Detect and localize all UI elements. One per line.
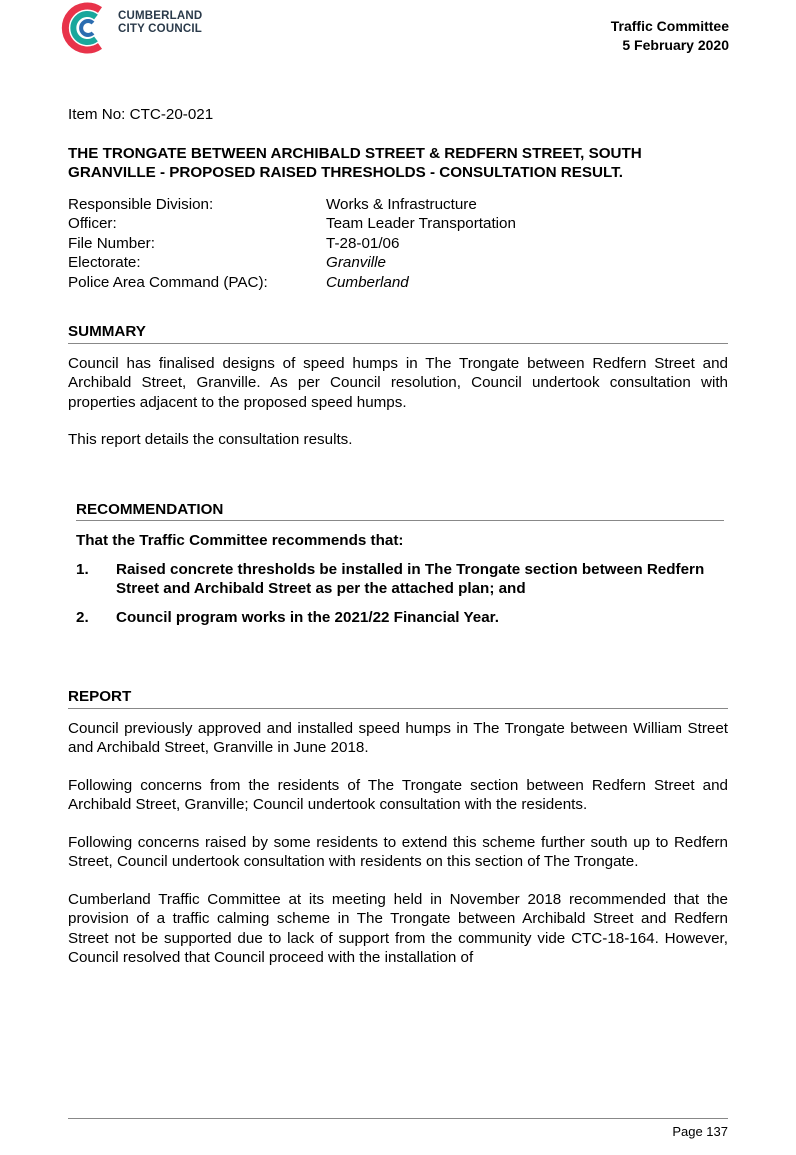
meta-label: Police Area Command (PAC): — [68, 273, 268, 291]
summary-paragraph: Council has finalised designs of speed humps in The Trongate between Redfern Street and Archibald Street, Granville. As per Council resolution, Council undertook consultation with properties adjacent to the proposed speed humps. — [68, 354, 728, 411]
meta-value: Cumberland — [326, 273, 409, 291]
recommendation-box — [76, 500, 724, 628]
report-paragraph: Following concerns from the residents of The Trongate section between Redfern Street and Archibald Street, Granville; Council undertook consultation with the residents. — [68, 776, 728, 813]
recommendation-item — [76, 608, 724, 628]
committee-name: Traffic Committee — [610, 18, 729, 34]
summary-heading: SUMMARY — [68, 322, 728, 344]
meeting-date: 5 February 2020 — [622, 37, 729, 53]
recommendation-item — [76, 560, 724, 599]
item-number-label: 2. — [76, 608, 89, 626]
item-number-label: 1. — [76, 560, 89, 578]
meta-label: Electorate: — [68, 254, 141, 271]
logo-text — [118, 10, 202, 36]
recommendation-heading: RECOMMENDATION — [76, 500, 724, 522]
council-logo — [60, 0, 220, 56]
meta-label: Officer: — [68, 215, 117, 232]
report-paragraph: Council previously approved and installed speed humps in The Trongate between William Street and Archibald Street, Granville in June 2018. — [68, 719, 728, 756]
logo-line1: CUMBERLAND — [118, 10, 203, 22]
meta-table — [68, 195, 728, 293]
meta-value: Granville — [326, 254, 386, 271]
summary-paragraph: This report details the consultation results. — [68, 431, 353, 448]
item-text: Raised concrete thresholds be installed in The Trongate section between Redfern Street and Archibald Street as per the attached plan; and — [116, 560, 705, 597]
report-paragraph: Following concerns raised by some residents to extend this scheme further south up to Redfern Street, Council undertook consultation with residents on this section of The Trongate. — [68, 833, 728, 870]
meta-value: Team Leader Transportation — [326, 215, 516, 232]
recommendation-list — [76, 560, 724, 628]
footer-divider — [68, 1118, 728, 1119]
recommendation-intro: That the Traffic Committee recommends that: — [76, 532, 404, 549]
council-logo-icon — [60, 0, 116, 56]
item-text: Council program works in the 2021/22 Financial Year. — [116, 608, 499, 626]
report-content — [68, 105, 728, 986]
meta-value: T-28-01/06 — [326, 234, 400, 252]
report-heading: REPORT — [68, 687, 728, 709]
report-title: THE TRONGATE BETWEEN ARCHIBALD STREET & REDFERN STREET, SOUTH GRANVILLE - PROPOSED RAISED THRESHOLDS - CONSULTATION RESULT. — [68, 144, 642, 181]
header-right — [611, 17, 729, 55]
meta-label: File Number: — [68, 234, 155, 252]
logo-line2: CITY COUNCIL — [118, 23, 202, 35]
item-number: Item No: CTC-20-021 — [68, 106, 214, 123]
meta-value: Works & Infrastructure — [326, 195, 477, 213]
report-paragraph: Cumberland Traffic Committee at its meeting held in November 2018 recommended that the provision of a traffic calming scheme in The Trongate between Archibald Street and Redfern Street not be supported due to lack of support from the community vide CTC-18-164. However, Council resolved that Council proceed with the installation of — [68, 890, 728, 966]
page-number: Page 137 — [672, 1124, 728, 1139]
meta-label: Responsible Division: — [68, 195, 214, 213]
